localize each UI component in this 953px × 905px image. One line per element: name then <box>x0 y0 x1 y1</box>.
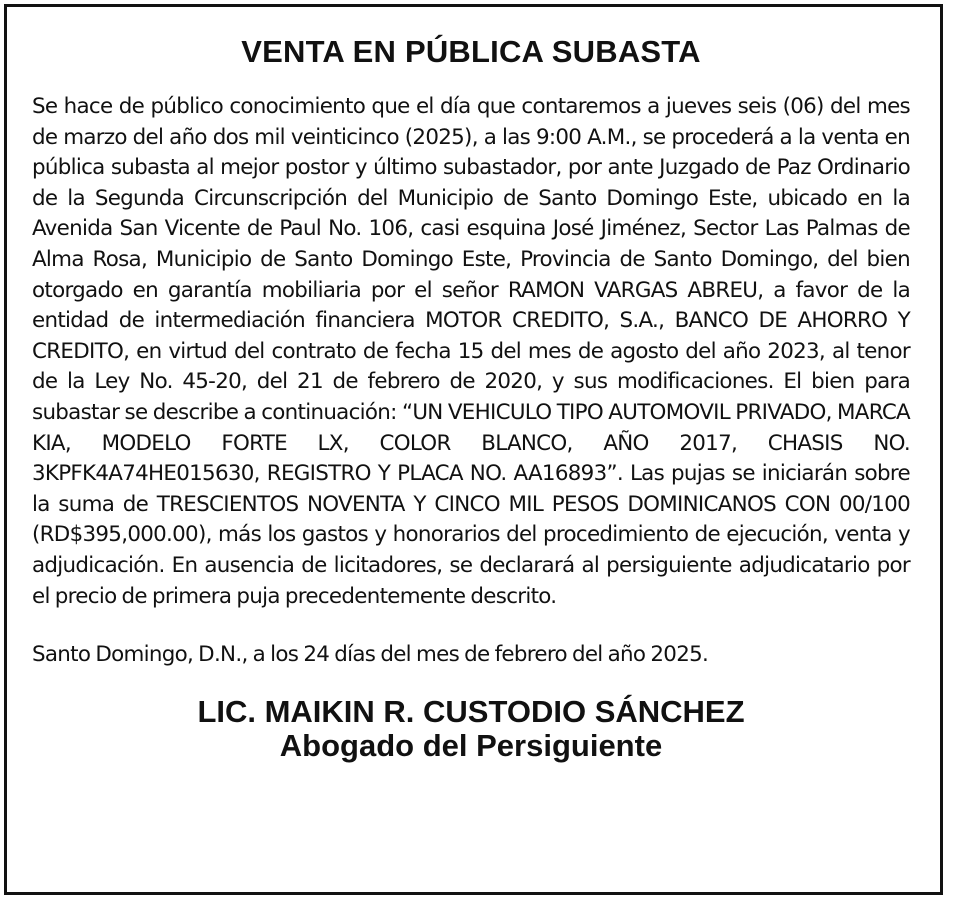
signature-name: LIC. MAIKIN R. CUSTODIO SÁNCHEZ <box>197 693 745 729</box>
auction-notice <box>4 4 943 895</box>
notice-closing-date: Santo Domingo, D.N., a los 24 días del mes de febrero del año 2025. <box>32 642 709 668</box>
signature-role: Abogado del Persiguiente <box>279 727 663 763</box>
notice-body: Se hace de público conocimiento que el día que contaremos a jueves seis (06) del mes de marzo del año dos mil veinticinco (2025), a las 9:00 A.M., se procederá a la venta en pública subasta al mejor postor y último subastador, por ante Juzgado de Paz Ordinario de la Segunda Circunscripción del Municipio de Santo Domingo Este, ubicado en la Avenida San Vicente de Paul No. 106, casi esquina José Jiménez, Sector Las Palmas de Alma Rosa, Municipio de Santo Domingo Este, Provincia de Santo Domingo, del bien otorgado en garantía mobiliaria por el señor RAMON VARGAS ABREU, a favor de la entidad de intermediación financiera MOTOR CREDITO, S.A., BANCO DE AHORRO Y CREDITO, en virtud del contrato de fecha 15 del mes de agosto del año 2023, al tenor de la Ley No. 45-20, del 21 de febrero de 2020, y sus modificaciones. El bien para subastar se describe a continuación: “UN VEHICULO TIPO AUTOMOVIL PRIVADO, MARCA KIA, MODELO FORTE LX, COLOR BLANCO, AÑO 2017, CHASIS NO. 3KPFK4A74HE015630, REGISTRO Y PLACA NO. AA16893”. Las pujas se iniciarán sobre la suma de TRESCIENTOS NOVENTA Y CINCO MIL PESOS DOMINICANOS CON 00/100 (RD$395,000.00), más los gastos y honorarios del procedimiento de ejecución, venta y adjudicación. En ausencia de licitadores, se declarará al persiguiente adjudicatario por el precio de primera puja precedentemente descrito. <box>32 94 910 609</box>
signature-block <box>32 695 910 763</box>
notice-title: VENTA EN PÚBLICA SUBASTA <box>241 34 701 69</box>
